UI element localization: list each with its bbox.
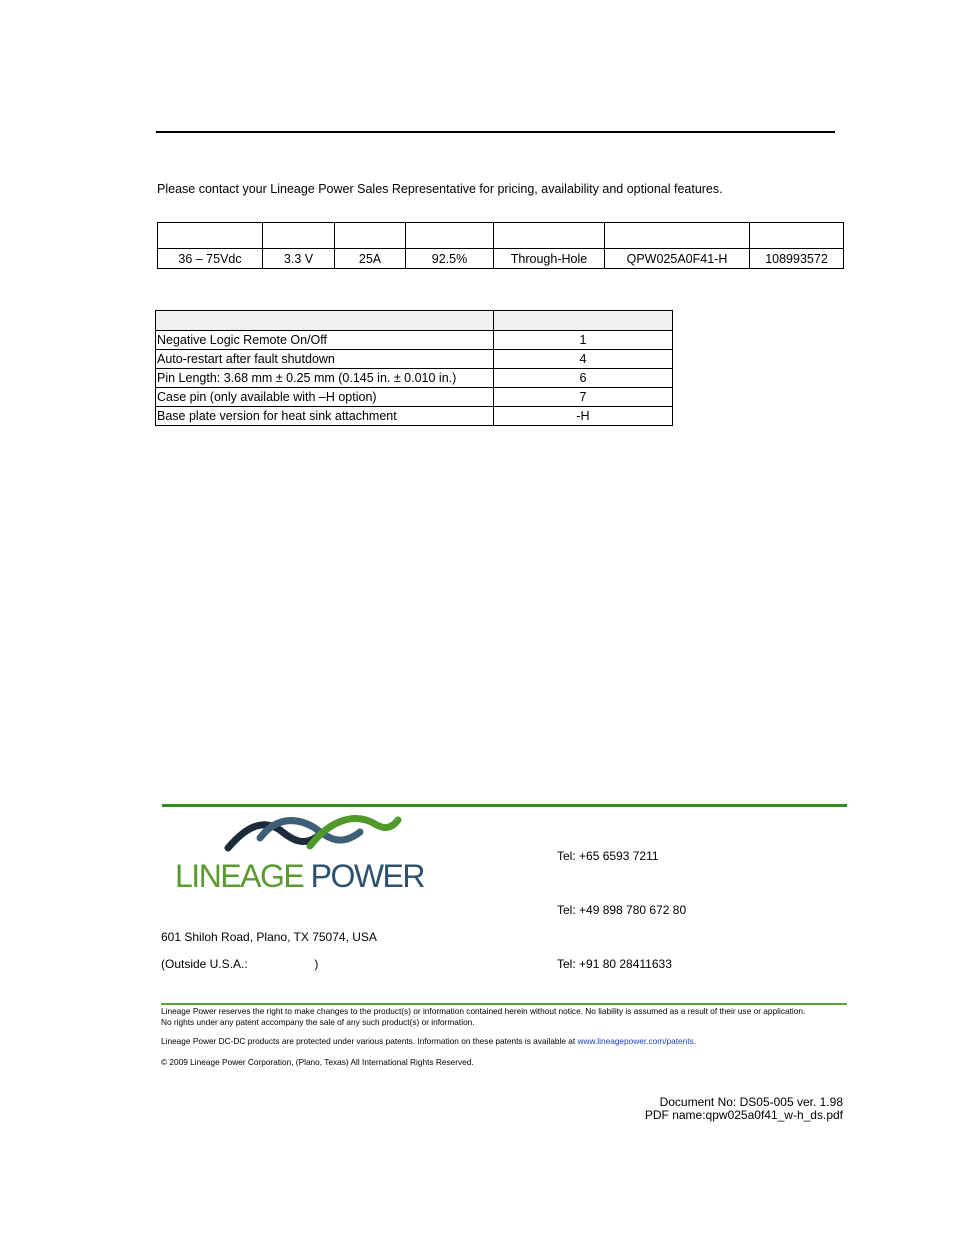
header-cell [494,223,605,249]
pdf-name: PDF name:qpw025a0f41_w-h_ds.pdf [644,1108,843,1122]
header-cell [263,223,335,249]
option-code: 1 [494,331,673,350]
copyright: © 2009 Lineage Power Corporation, (Plano, Texas) All International Rights Reserved. [161,1057,474,1067]
patents-link[interactable]: www.lineagepower.com/patents [577,1036,694,1046]
product-code-cell: QPW025A0F41-H [605,249,750,269]
output-current-cell: 25A [335,249,406,269]
option-code: 4 [494,350,673,369]
option-description: Negative Logic Remote On/Off [156,331,494,350]
tel-europe: Tel: +49 898 780 672 80 [557,903,687,917]
header-cell [750,223,844,249]
intro-text: Please contact your Lineage Power Sales Representative for pricing, availability and optional features. [157,182,723,196]
header-cell [605,223,750,249]
table-row [156,369,673,388]
option-code: -H [494,407,673,426]
logo-wordmark: LINEAGE POWER [175,858,424,894]
option-description: Case pin (only available with –H option) [156,388,494,407]
fineprint-rule [161,1003,847,1005]
table-header-row [158,223,844,249]
option-description: Auto-restart after fault shutdown [156,350,494,369]
input-voltage-cell: 36 – 75Vdc [158,249,263,269]
disclaimer: Lineage Power reserves the right to make changes to the product(s) or information contained herein without notice. No liability is assumed as a result of their use or application. No rights under any patent accompany the sale of any such product(s) or information. [161,1006,806,1027]
option-code: 7 [494,388,673,407]
header-cell [158,223,263,249]
connector-type-cell: Through-Hole [494,249,605,269]
header-cell [335,223,406,249]
patents-note: Lineage Power DC-DC products are protected under various patents. Information on these patents is available at www.lineagepower.com/patents. [161,1036,697,1046]
product-table [157,222,844,269]
header-cell [406,223,494,249]
footer-green-rule [162,804,847,807]
table-header-row [156,311,673,331]
options-table [155,310,673,426]
table-row [156,350,673,369]
option-description: Pin Length: 3.68 mm ± 0.25 mm (0.145 in. ± 0.010 in.) [156,369,494,388]
efficiency-cell: 92.5% [406,249,494,269]
address: 601 Shiloh Road, Plano, TX 75074, USA [161,930,377,944]
tel-india: Tel: +91 80 28411633 [557,957,672,971]
table-row [156,331,673,350]
table-row [158,249,844,269]
document-info [645,1096,843,1122]
table-row [156,407,673,426]
option-code: 6 [494,369,673,388]
header-cell [156,311,494,331]
header-rule [156,131,835,133]
output-voltage-cell: 3.3 V [263,249,335,269]
comcode-cell: 108993572 [750,249,844,269]
tel-asia: Tel: +65 6593 7211 [557,849,659,863]
table-row [156,388,673,407]
option-description: Base plate version for heat sink attachment [156,407,494,426]
header-cell [494,311,673,331]
document-number: Document No: DS05-005 ver. 1.98 [659,1095,843,1109]
outside-usa-phone: (Outside U.S.A.: ) [161,957,319,971]
